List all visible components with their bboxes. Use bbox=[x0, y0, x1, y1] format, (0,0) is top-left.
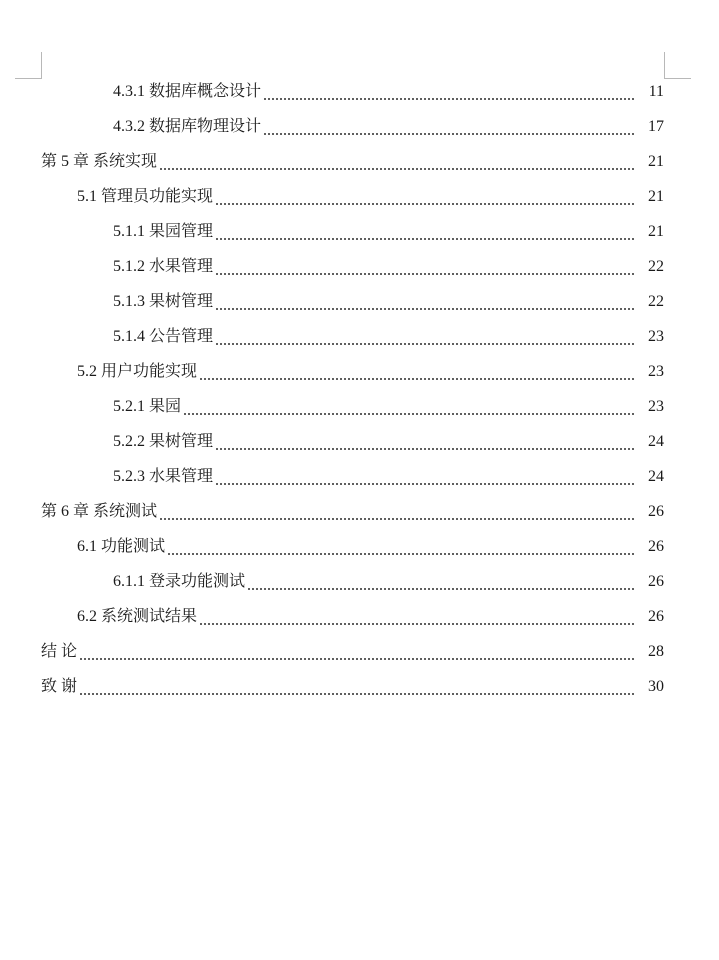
toc-entry[interactable] bbox=[0, 109, 719, 144]
toc-dot-leader bbox=[215, 459, 636, 494]
toc-entry-label: 致 谢 bbox=[41, 678, 78, 695]
toc-entry-label: 5.1.1 果园管理 bbox=[113, 223, 214, 240]
toc-entry-page-number: 17 bbox=[648, 118, 664, 135]
toc-entry-label: 结 论 bbox=[41, 643, 78, 660]
toc-dot-leader bbox=[159, 494, 636, 529]
toc-dot-leader bbox=[79, 669, 636, 704]
toc-entry-page-number: 26 bbox=[648, 538, 664, 555]
table-of-contents bbox=[0, 74, 719, 704]
toc-entry-page-number: 26 bbox=[648, 608, 664, 625]
toc-entry-label: 5.2.2 果树管理 bbox=[113, 433, 214, 450]
toc-entry[interactable] bbox=[0, 634, 719, 669]
toc-entry[interactable] bbox=[0, 144, 719, 179]
toc-entry-page-number: 28 bbox=[648, 643, 664, 660]
toc-dot-leader bbox=[159, 144, 636, 179]
toc-entry[interactable] bbox=[0, 599, 719, 634]
toc-entry[interactable] bbox=[0, 669, 719, 704]
toc-entry-label: 4.3.1 数据库概念设计 bbox=[113, 83, 262, 100]
toc-entry-label: 5.1.4 公告管理 bbox=[113, 328, 214, 345]
toc-entry[interactable] bbox=[0, 389, 719, 424]
toc-dot-leader bbox=[215, 214, 636, 249]
toc-dot-leader bbox=[215, 179, 636, 214]
toc-dot-leader bbox=[215, 249, 636, 284]
toc-entry-page-number: 11 bbox=[648, 83, 664, 100]
toc-entry-page-number: 22 bbox=[648, 258, 664, 275]
toc-entry-page-number: 23 bbox=[648, 363, 664, 380]
toc-dot-leader bbox=[199, 599, 636, 634]
toc-entry-label: 5.2.3 水果管理 bbox=[113, 468, 214, 485]
toc-entry[interactable] bbox=[0, 249, 719, 284]
toc-entry-page-number: 26 bbox=[648, 573, 664, 590]
toc-entry-label: 6.1.1 登录功能测试 bbox=[113, 573, 246, 590]
toc-entry-label: 4.3.2 数据库物理设计 bbox=[113, 118, 262, 135]
toc-entry[interactable] bbox=[0, 179, 719, 214]
toc-entry[interactable] bbox=[0, 529, 719, 564]
toc-dot-leader bbox=[167, 529, 636, 564]
toc-entry-page-number: 23 bbox=[648, 328, 664, 345]
toc-entry-page-number: 24 bbox=[648, 433, 664, 450]
toc-entry[interactable] bbox=[0, 459, 719, 494]
toc-dot-leader bbox=[183, 389, 636, 424]
toc-dot-leader bbox=[215, 424, 636, 459]
toc-entry-page-number: 30 bbox=[648, 678, 664, 695]
toc-dot-leader bbox=[199, 354, 636, 389]
toc-entry-page-number: 21 bbox=[648, 153, 664, 170]
toc-entry-page-number: 22 bbox=[648, 293, 664, 310]
toc-entry-page-number: 21 bbox=[648, 188, 664, 205]
toc-entry-label: 5.2 用户功能实现 bbox=[77, 363, 198, 380]
toc-entry-label: 5.1.3 果树管理 bbox=[113, 293, 214, 310]
toc-entry-label: 6.2 系统测试结果 bbox=[77, 608, 198, 625]
toc-entry-page-number: 24 bbox=[648, 468, 664, 485]
toc-entry[interactable] bbox=[0, 424, 719, 459]
toc-entry[interactable] bbox=[0, 354, 719, 389]
toc-dot-leader bbox=[79, 634, 636, 669]
toc-entry[interactable] bbox=[0, 214, 719, 249]
toc-entry-page-number: 21 bbox=[648, 223, 664, 240]
toc-entry[interactable] bbox=[0, 319, 719, 354]
toc-entry[interactable] bbox=[0, 564, 719, 599]
toc-entry-label: 第 5 章 系统实现 bbox=[41, 153, 158, 170]
toc-dot-leader bbox=[263, 109, 636, 144]
toc-entry-label: 5.2.1 果园 bbox=[113, 398, 182, 415]
toc-entry[interactable] bbox=[0, 494, 719, 529]
toc-dot-leader bbox=[247, 564, 636, 599]
toc-entry-page-number: 26 bbox=[648, 503, 664, 520]
toc-entry-label: 第 6 章 系统测试 bbox=[41, 503, 158, 520]
toc-entry[interactable] bbox=[0, 284, 719, 319]
toc-dot-leader bbox=[215, 284, 636, 319]
toc-dot-leader bbox=[215, 319, 636, 354]
toc-entry-page-number: 23 bbox=[648, 398, 664, 415]
toc-dot-leader bbox=[263, 74, 636, 109]
toc-entry-label: 5.1 管理员功能实现 bbox=[77, 188, 214, 205]
toc-entry-label: 6.1 功能测试 bbox=[77, 538, 166, 555]
toc-entry[interactable] bbox=[0, 74, 719, 109]
toc-entry-label: 5.1.2 水果管理 bbox=[113, 258, 214, 275]
